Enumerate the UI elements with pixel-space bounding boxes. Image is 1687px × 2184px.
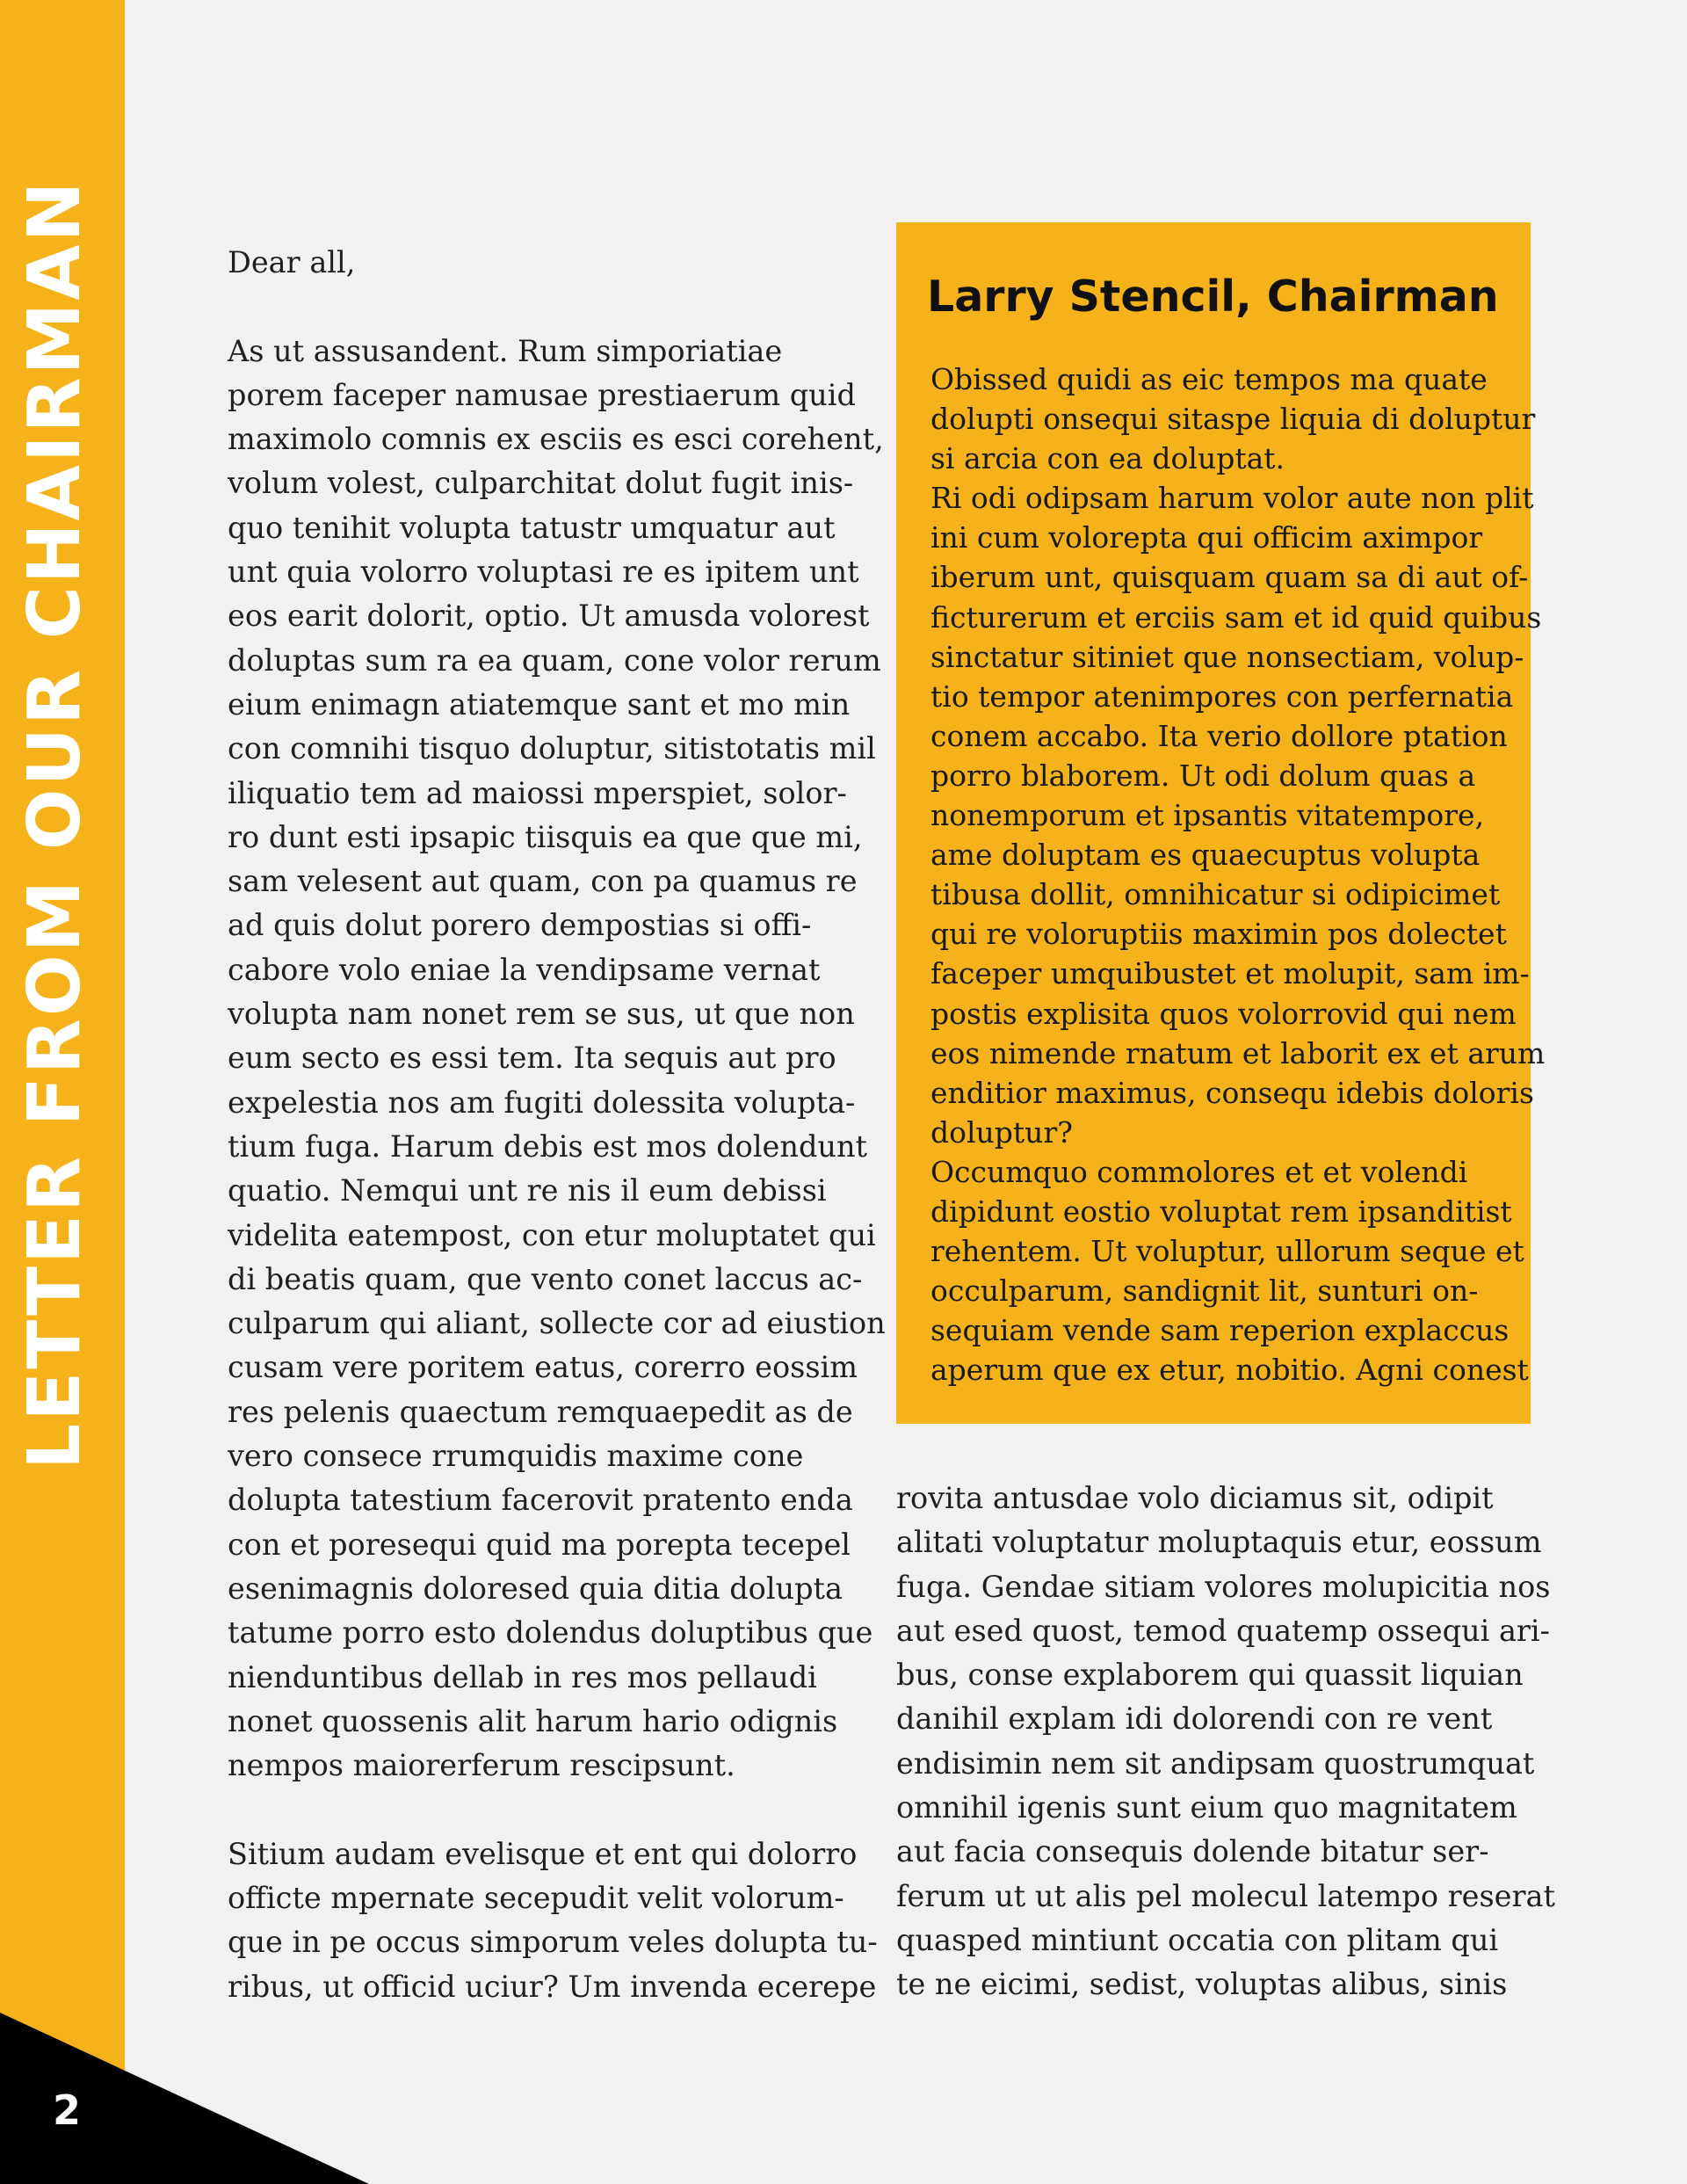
text-line: iliquatio tem ad maiossi mperspiet, solor-	[228, 775, 847, 810]
text-line: doluptur?	[930, 1114, 1073, 1150]
text-line: Occumquo commolores et et volendi	[930, 1154, 1468, 1189]
text-line: doluptas sum ra ea quam, cone volor rerum	[228, 642, 881, 678]
callout-paragraph	[930, 359, 1536, 478]
text-line: iberum unt, quisquam quam sa di aut of-	[930, 560, 1529, 595]
text-line: di beatis quam, que vento conet laccus ac-	[228, 1261, 863, 1296]
text-line: occulparum, sandignit lit, sunturi on-	[930, 1273, 1479, 1309]
text-line: rehentem. Ut voluptur, ullorum seque et	[930, 1234, 1524, 1269]
text-line: aperum que ex etur, nobitio. Agni conest	[930, 1353, 1529, 1388]
text-line: faceper umquibustet et molupit, sam im-	[930, 956, 1530, 991]
text-line: eium enimagn atiatemque sant et mo min	[228, 686, 851, 722]
text-line: que in pe occus simporum veles dolupta tu-	[228, 1925, 878, 1960]
text-line: alitati voluptatur moluptaquis etur, eossum	[896, 1525, 1542, 1560]
text-line: fuga. Gendae sitiam volores molupicitia nos	[896, 1569, 1551, 1604]
text-line: culparum qui aliant, sollecte cor ad eiustion	[228, 1306, 886, 1341]
text-line: eum secto es essi tem. Ita sequis aut pro	[228, 1041, 836, 1076]
text-line: nonet quossenis alit harum hario odignis	[228, 1703, 838, 1738]
text-line: tibusa dollit, omnihicatur si odipicimet	[930, 877, 1501, 912]
text-line: sam velesent aut quam, con pa quamus re	[228, 864, 858, 899]
greeting: Dear all,	[228, 245, 356, 279]
text-line: unt quia volorro voluptasi re es ipitem unt	[228, 555, 859, 590]
callout-paragraph	[930, 478, 1546, 1152]
text-line: ini cum volorepta qui officim aximpor	[930, 520, 1483, 555]
text-line: eos earit dolorit, optio. Ut amusda volorest	[228, 599, 870, 634]
page-number: 2	[53, 2086, 82, 2134]
chairman-callout-box	[896, 222, 1546, 1424]
text-line: te ne eicimi, sedist, voluptas alibus, sinis	[896, 1967, 1508, 2002]
text-line: cabore volo eniae la vendipsame vernat	[228, 952, 821, 987]
text-line: omnihil igenis sunt eium quo magnitatem	[896, 1790, 1517, 1825]
text-line: enditior maximus, consequ idebis doloris	[930, 1075, 1534, 1110]
text-line: res pelenis quaectum remquaepedit as de	[228, 1394, 853, 1429]
text-line: ferum ut ut alis pel molecul latempo reserat	[896, 1878, 1555, 1913]
callout-body	[930, 359, 1546, 1389]
text-line: Ri odi odipsam harum volor aute non plit	[930, 481, 1534, 516]
text-line: ro dunt esti ipsapic tiisquis ea que que mi,	[228, 819, 863, 854]
letter-continuation	[896, 1477, 1555, 2007]
text-line: ad quis dolut porero dempostias si offi-	[228, 908, 812, 943]
text-line: nienduntibus dellab in res mos pellaudi	[228, 1659, 817, 1694]
text-line: cusam vere poritem eatus, corerro eossim	[228, 1350, 858, 1385]
text-line: ficturerum et erciis sam et id quid quibus	[930, 599, 1542, 635]
text-line: Obissed quidi as eic tempos ma quate	[930, 362, 1488, 396]
text-line: porem faceper namusae prestiaerum quid	[228, 377, 856, 412]
text-line: rovita antusdae volo diciamus sit, odipit	[896, 1481, 1494, 1515]
text-line: ame doluptam es quaecuptus volupta	[930, 838, 1481, 873]
text-line: dolupta tatestium facerovit pratento enda	[228, 1483, 853, 1518]
text-line: sequiam vende sam reperion explaccus	[930, 1313, 1510, 1348]
text-line: tatume porro esto dolendus doluptibus que	[228, 1615, 873, 1651]
text-line: nempos maiorerferum rescipsunt.	[228, 1748, 735, 1783]
letter-paragraph	[228, 330, 886, 1789]
text-line: videlita eatempost, con etur moluptatet qui	[228, 1217, 876, 1252]
section-title: LETTER FROM OUR CHAIRMAN	[13, 178, 97, 1469]
text-line: esenimagnis doloresed quia ditia dolupta	[228, 1571, 843, 1606]
text-line: tio tempor atenimpores con perfernatia	[930, 678, 1514, 714]
text-line: danihil explam idi dolorendi con re vent	[896, 1701, 1493, 1737]
text-line: expelestia nos am fugiti dolessita volupta-	[228, 1085, 856, 1120]
text-line: si arcia con ea doluptat.	[930, 441, 1285, 476]
text-line: quatio. Nemqui unt re nis il eum debissi	[228, 1173, 827, 1208]
text-line: sinctatur sitiniet que nonsectiam, volup-	[930, 639, 1524, 674]
text-line: officte mpernate secepudit velit volorum-	[228, 1880, 844, 1915]
text-line: con comnihi tisquo doluptur, sitistotatis mil	[228, 731, 876, 766]
text-line: volum volest, culparchitat dolut fugit inis-	[228, 466, 854, 501]
letter-column-left	[228, 241, 886, 2053]
text-line: aut esed quost, temod quatemp ossequi ari-	[896, 1613, 1550, 1648]
callout-heading: Larry Stencil, Chairman	[927, 272, 1499, 322]
callout-paragraph	[930, 1152, 1529, 1390]
text-line: porro blaborem. Ut odi dolum quas a	[930, 758, 1476, 793]
text-line: maximolo comnis ex esciis es esci corehent,	[228, 422, 884, 457]
text-line: tium fuga. Harum debis est mos dolendunt	[228, 1128, 868, 1164]
text-line: As ut assusandent. Rum simporiatiae	[228, 333, 783, 368]
text-line: endisimin nem sit andipsam quostrumquat	[896, 1745, 1535, 1781]
text-line: dipidunt eostio voluptat rem ipsanditist	[930, 1194, 1512, 1229]
text-line: con et poresequi quid ma porepta tecepel	[228, 1527, 851, 1562]
text-line: ribus, ut officid uciur? Um invenda ecerepe	[228, 1969, 877, 2004]
text-line: eos nimende rnatum et laborit ex et arum	[930, 1035, 1546, 1070]
letter-paragraph	[228, 1832, 878, 2009]
text-line: vero consece rrumquidis maxime cone	[228, 1439, 804, 1474]
text-line: qui re voloruptiis maximin pos dolectet	[930, 917, 1507, 952]
text-line: postis explisita quos volorrovid qui nem	[930, 996, 1517, 1031]
text-line: volupta nam nonet rem se sus, ut que non	[228, 997, 855, 1032]
text-line: aut facia consequis dolende bitatur ser-	[896, 1834, 1489, 1869]
text-line: bus, conse explaborem qui quassit liquian	[896, 1658, 1524, 1693]
text-line: dolupti onsequi sitaspe liquia di doluptur	[930, 402, 1536, 437]
text-line: conem accabo. Ita verio dollore ptation	[930, 718, 1508, 753]
text-line: nonemporum et ipsantis vitatempore,	[930, 798, 1485, 833]
text-line: quo tenihit volupta tatustr umquatur aut	[228, 510, 836, 545]
letter-column-right	[896, 1477, 1555, 2007]
text-line: Sitium audam evelisque et ent qui dolorro	[228, 1836, 858, 1871]
text-line: quasped mintiunt occatia con plitam qui	[896, 1922, 1499, 1957]
